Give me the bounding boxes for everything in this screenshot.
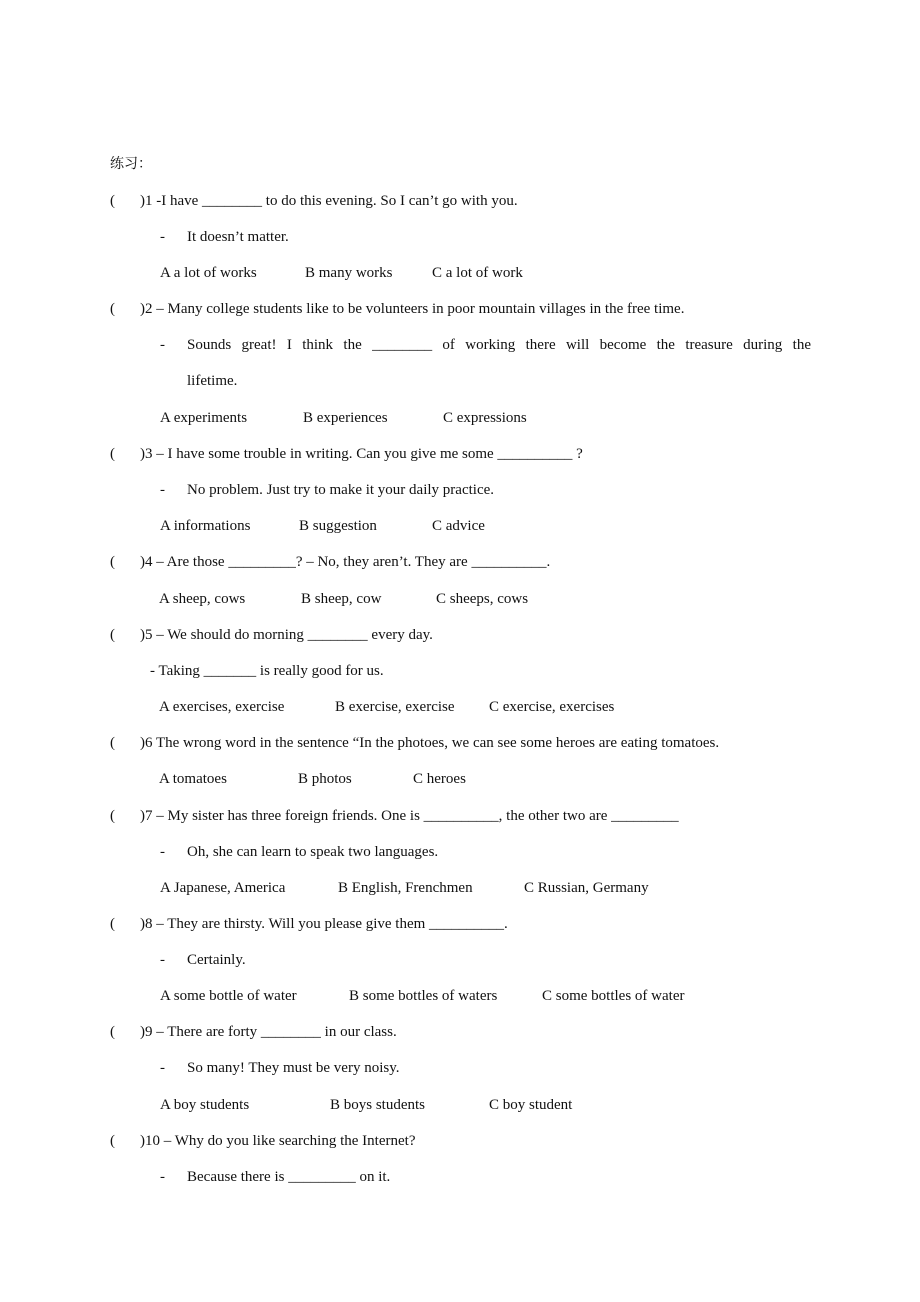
answer-bracket: ( <box>110 193 115 209</box>
reply-text: - Taking _______ is really good for us. <box>150 663 384 679</box>
question-8 <box>110 914 508 934</box>
option-b: B experiences <box>303 410 388 426</box>
answer-bracket: ( <box>110 808 115 824</box>
option-c: C expressions <box>443 410 527 426</box>
question-7 <box>110 806 679 826</box>
reply-dash: - <box>160 1169 165 1185</box>
question-stem: )5 – We should do morning ________ every day. <box>140 627 433 643</box>
question-10 <box>110 1131 415 1151</box>
answer-bracket: ( <box>110 916 115 932</box>
question-stem: )2 – Many college students like to be volunteers in poor mountain villages in the free time. <box>140 301 685 317</box>
reply-text: Sounds great! I think the ________ of working there will become the treasure during the <box>187 337 811 353</box>
question-stem: )8 – They are thirsty. Will you please give them __________. <box>140 916 508 932</box>
reply-dash: - <box>160 337 165 353</box>
option-a: A exercises, exercise <box>159 699 285 715</box>
question-6 <box>110 733 719 753</box>
question-1 <box>110 191 518 211</box>
option-a: A Japanese, America <box>160 880 286 896</box>
reply-continuation: lifetime. <box>187 373 238 389</box>
option-a: A some bottle of water <box>160 988 297 1004</box>
option-b: B boys students <box>330 1097 426 1113</box>
answer-bracket: ( <box>110 1024 115 1040</box>
reply-dash: - <box>160 952 165 968</box>
option-b: B many works <box>305 265 393 281</box>
option-b: B exercise, exercise <box>335 699 455 715</box>
question-stem: )9 – There are forty ________ in our class. <box>140 1024 397 1040</box>
option-c: C boy student <box>489 1097 573 1113</box>
option-c: C heroes <box>413 771 466 787</box>
answer-bracket: ( <box>110 735 115 751</box>
reply-text: Oh, she can learn to speak two languages. <box>187 844 439 860</box>
option-a: A a lot of works <box>160 265 257 281</box>
option-b: B photos <box>298 771 352 787</box>
reply-dash: - <box>160 1060 165 1076</box>
question-stem: )6 The wrong word in the sentence “In the photoes, we can see some heroes are eating tomatoes. <box>140 735 720 751</box>
option-a: A boy students <box>160 1097 250 1113</box>
option-c: C sheeps, cows <box>436 591 529 607</box>
option-b: B sheep, cow <box>301 591 382 607</box>
reply-text: No problem. Just try to make it your daily practice. <box>187 482 495 498</box>
question-stem: )10 – Why do you like searching the Internet? <box>140 1133 416 1149</box>
question-stem: )3 – I have some trouble in writing. Can you give me some __________ ? <box>140 446 583 462</box>
question-5 <box>110 625 433 645</box>
option-a: A experiments <box>160 410 248 426</box>
option-c: C a lot of work <box>432 265 523 281</box>
reply-dash: - <box>160 229 165 245</box>
answer-bracket: ( <box>110 446 115 462</box>
option-c: C advice <box>432 518 485 534</box>
reply-text: It doesn’t matter. <box>187 229 289 245</box>
reply-text: Certainly. <box>187 952 246 968</box>
option-b: B English, Frenchmen <box>338 880 473 896</box>
option-c: C Russian, Germany <box>524 880 649 896</box>
option-b: B suggestion <box>299 518 377 534</box>
answer-bracket: ( <box>110 1133 115 1149</box>
option-b: B some bottles of waters <box>349 988 498 1004</box>
answer-bracket: ( <box>110 301 115 317</box>
reply-text: Because there is _________ on it. <box>187 1169 391 1185</box>
answer-bracket: ( <box>110 627 115 643</box>
question-9 <box>110 1022 397 1042</box>
option-a: A tomatoes <box>159 771 227 787</box>
option-a: A sheep, cows <box>159 591 246 607</box>
reply-dash: - <box>160 482 165 498</box>
option-c: C exercise, exercises <box>489 699 615 715</box>
answer-bracket: ( <box>110 554 115 570</box>
question-stem: )7 – My sister has three foreign friends. One is __________, the other two are _________ <box>140 808 679 824</box>
reply-text: So many! They must be very noisy. <box>187 1060 400 1076</box>
option-a: A informations <box>160 518 251 534</box>
question-2 <box>110 299 684 319</box>
question-4 <box>110 552 550 572</box>
question-stem: )4 – Are those _________? – No, they aren’t. They are __________. <box>140 554 551 570</box>
page-heading: 练习： <box>110 156 152 172</box>
question-3 <box>110 444 583 464</box>
question-stem: )1 -I have ________ to do this evening. So I can’t go with you. <box>140 193 518 209</box>
option-c: C some bottles of water <box>542 988 685 1004</box>
reply-dash: - <box>160 844 165 860</box>
